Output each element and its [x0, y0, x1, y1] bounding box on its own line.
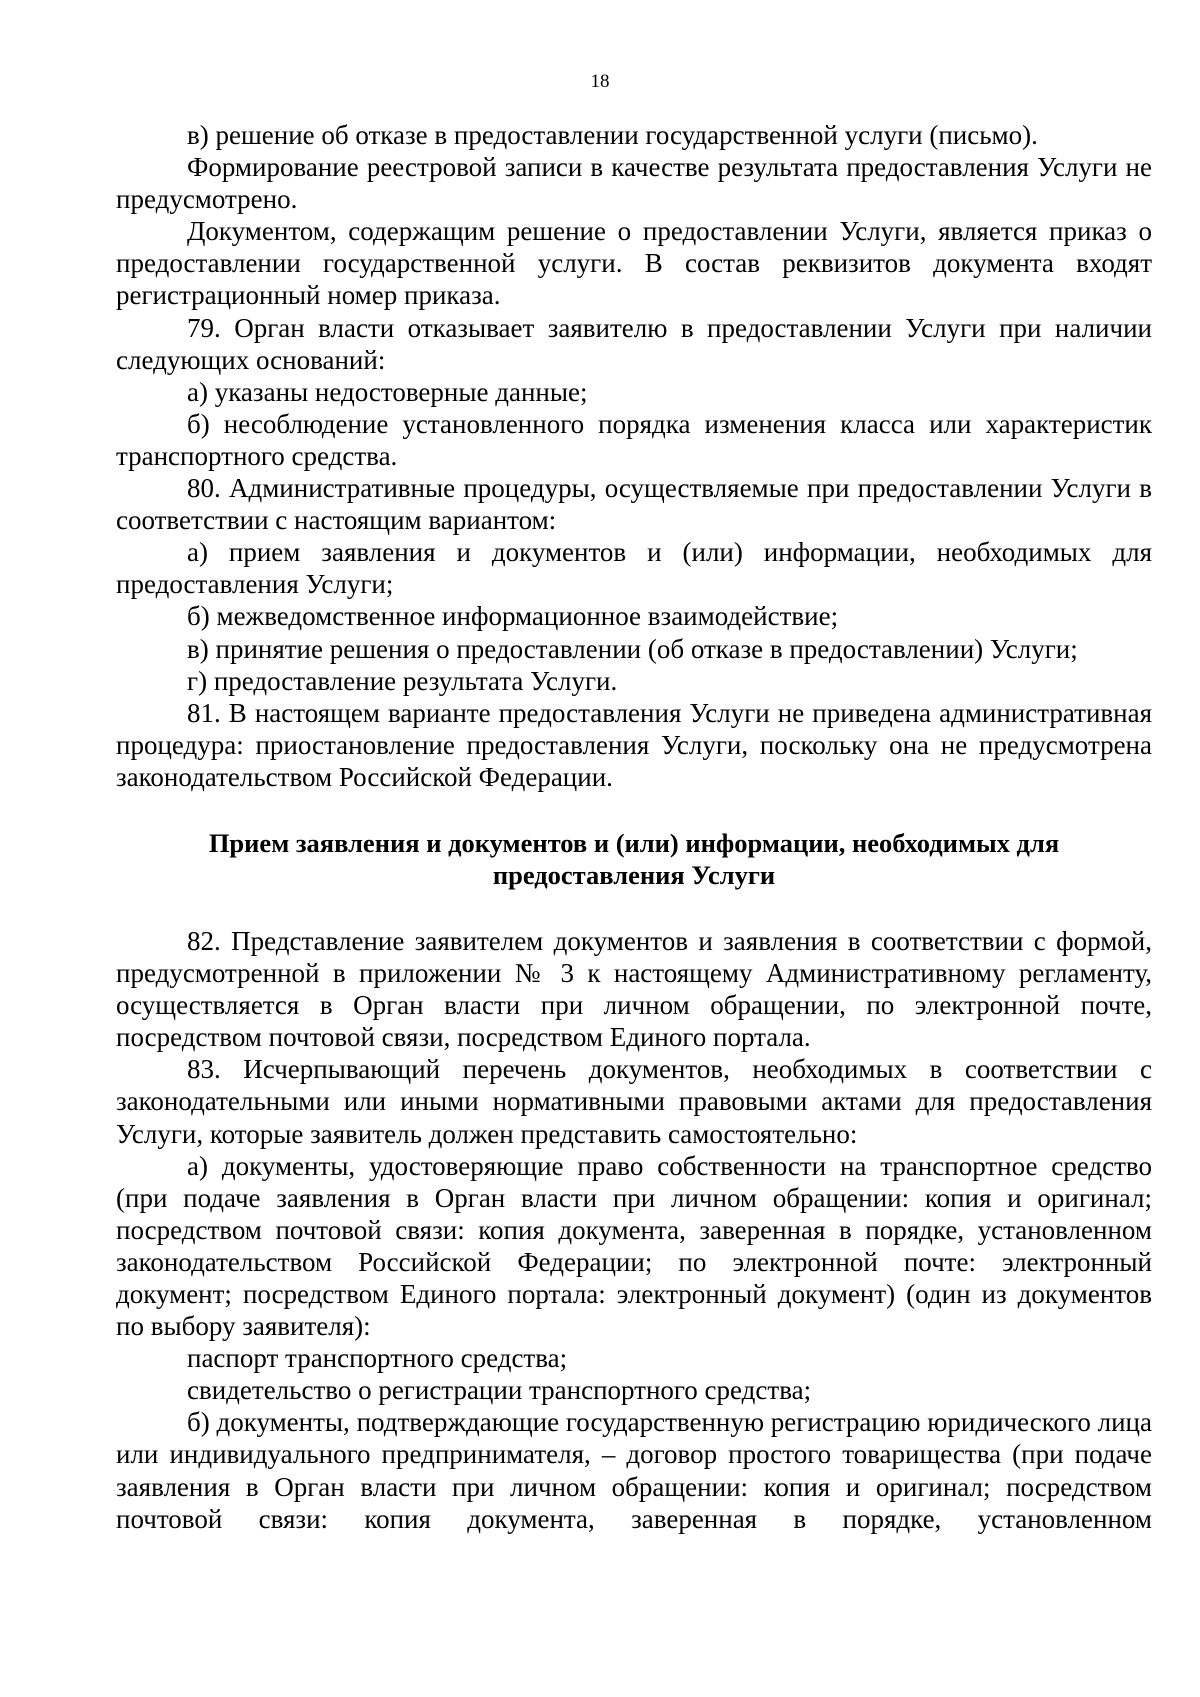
paragraph-83-a-certificate: свидетельство о регистрации транспортного средства;: [187, 1375, 812, 1406]
section-heading-line-2: предоставления Услуги: [492, 859, 776, 890]
paragraph-registry-record: Формирование реестровой записи в качестве результата предоставления Услуги не предусмотрено.: [116, 152, 1152, 215]
paragraph-81: 81. В настоящем варианте предоставления Услуги не приведена административная процедура: приостановление предоставления Услуги, поскольку она не предусмотрена законодательством Российской Федерации.: [116, 697, 1152, 792]
document-body: [116, 119, 1152, 1535]
paragraph-80-b: б) межведомственное информационное взаимодействие;: [187, 601, 839, 632]
paragraph-79-b: б) несоблюдение установленного порядка изменения класса или характеристик транспортного средства.: [116, 408, 1152, 471]
paragraph-result-refusal: в) решение об отказе в предоставлении государственной услуги (письмо).: [187, 120, 1038, 150]
paragraph-80-v: в) принятие решения о предоставлении (об отказе в предоставлении) Услуги;: [187, 633, 1078, 664]
paragraph-83-b: б) документы, подтверждающие государственную регистрацию юридического лица или индивидуального предпринимателя, – договор простого товарищества (при подаче заявления в Орган власти при личном обращении: копия и оригинал; посредством почтовой связи: копия документа, заверенная в порядке, установленном: [116, 1407, 1152, 1534]
paragraph-decision-document: Документом, содержащим решение о предоставлении Услуги, является приказ о предоставлении государственной услуги. В состав реквизитов документа входят регистрационный номер приказа.: [116, 216, 1152, 311]
paragraph-80-a: а) прием заявления и документов и (или) информации, необходимых для предоставления Услуги;: [116, 537, 1152, 600]
paragraph-79-a: а) указаны недостоверные данные;: [187, 376, 588, 407]
paragraph-83-a: а) документы, удостоверяющие право собственности на транспортное средство (при подаче заявления в Орган власти при личном обращении: копия и оригинал; посредством почтовой связи: копия документа, заверенная в порядке, установленном законодательством Российской Федерации; по электронной почте: электронный документ; посредством Единого портала: электронный документ) (один из документов по выбору заявителя):: [116, 1150, 1152, 1342]
paragraph-80: 80. Административные процедуры, осуществляемые при предоставлении Услуги в соответствии с настоящим вариантом:: [116, 473, 1152, 536]
paragraph-80-g: г) предоставление результата Услуги.: [187, 665, 618, 696]
section-heading: [116, 827, 1152, 891]
paragraph-82: 82. Представление заявителем документов и заявления в соответствии с формой, предусмотренной в приложении № 3 к настоящему Административному регламенту, осуществляется в Орган власти при личном обращении, по электронной почте, посредством почтовой связи, посредством Единого портала.: [116, 925, 1152, 1053]
paragraph-83-a-passport: паспорт транспортного средства;: [187, 1343, 568, 1374]
paragraph-79: 79. Орган власти отказывает заявителю в предоставлении Услуги при наличии следующих оснований:: [116, 312, 1152, 375]
page-number: 18: [590, 71, 610, 92]
section-heading-line-1: Прием заявления и документов и (или) информации, необходимых для: [208, 827, 1060, 858]
paragraph-83: 83. Исчерпывающий перечень документов, необходимых в соответствии с законодательными или иными нормативными правовыми актами для предоставления Услуги, которые заявитель должен представить самостоятельно:: [116, 1054, 1152, 1149]
